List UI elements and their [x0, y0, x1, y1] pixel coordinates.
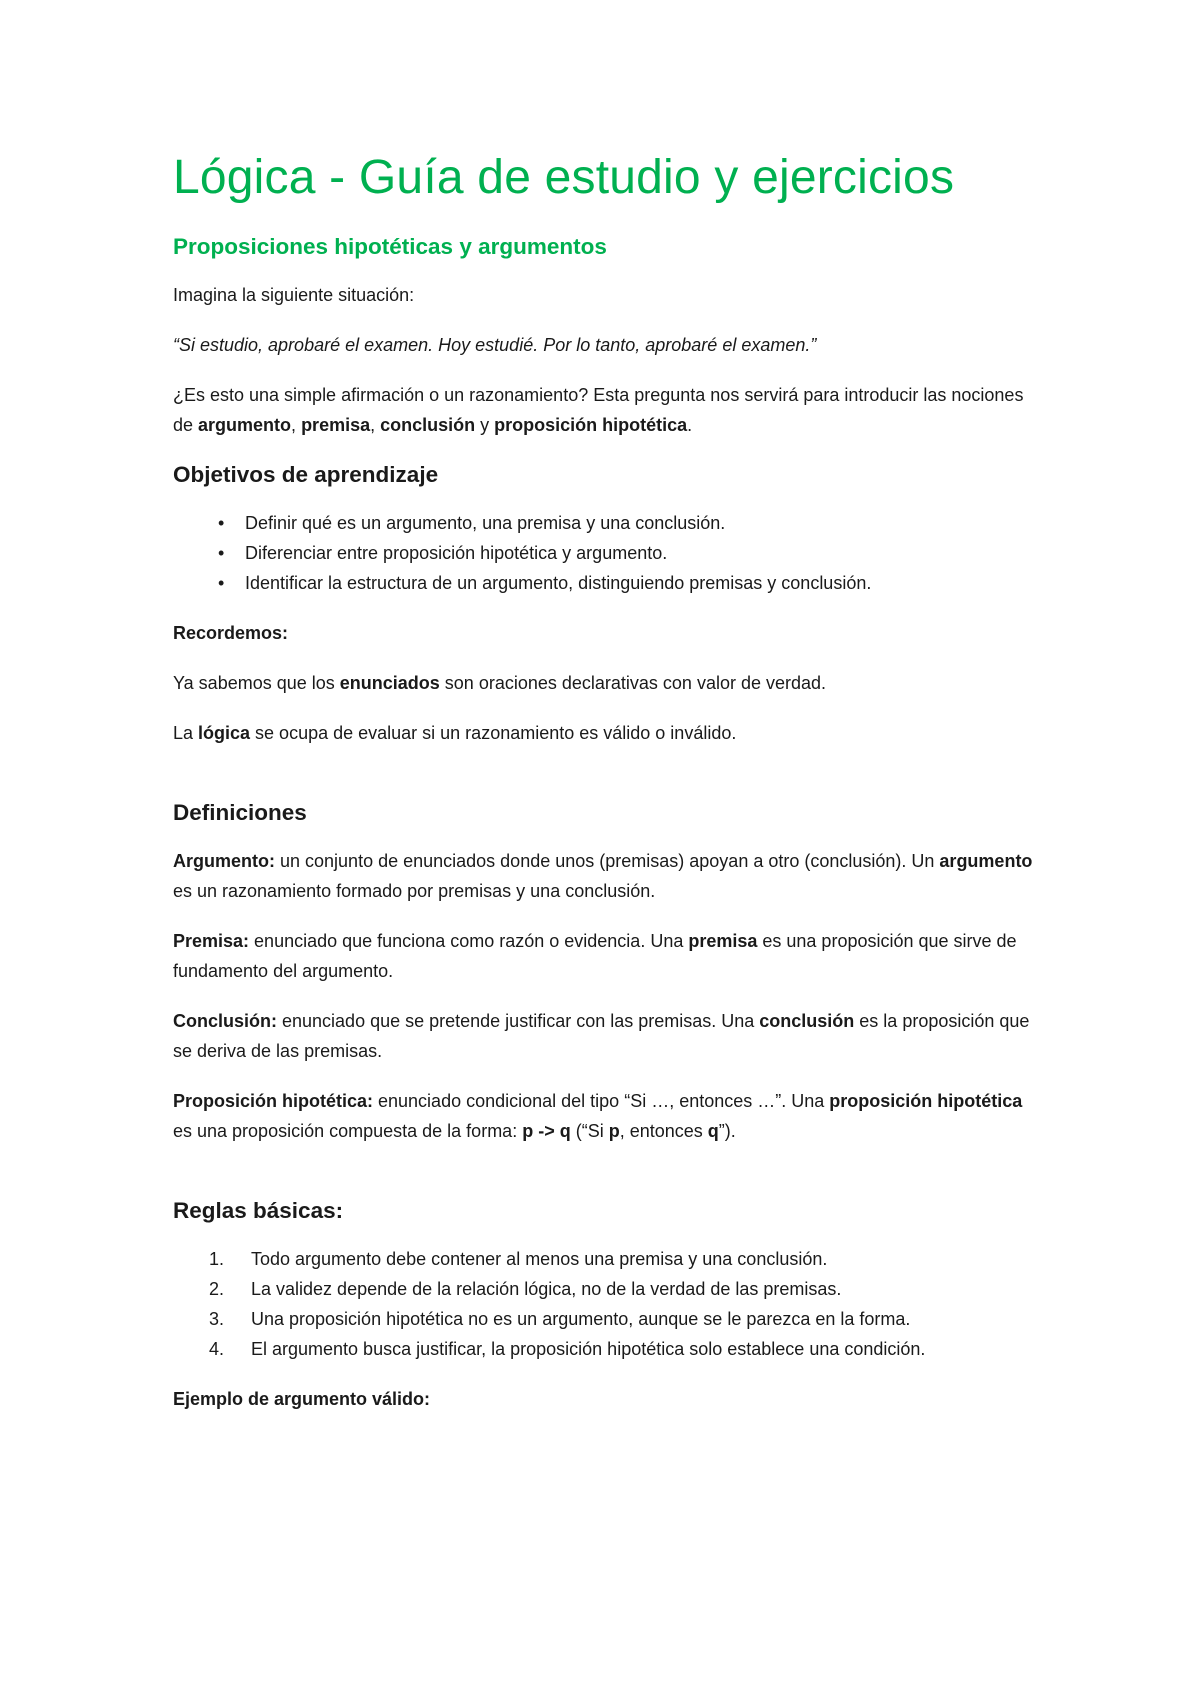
- list-item: [173, 1244, 1040, 1274]
- definition-term: conclusión: [759, 1011, 855, 1031]
- definition-text: es una proposición compuesta de la forma:: [173, 1121, 523, 1141]
- definition-text: ”).: [718, 1121, 736, 1141]
- spacer: [173, 1166, 1040, 1196]
- list-item-text: Identificar la estructura de un argumento, distinguiendo premisas y conclusión.: [245, 573, 872, 593]
- bullet-icon: •: [218, 513, 225, 533]
- list-item-text: Diferenciar entre proposición hipotética y argumento.: [245, 543, 668, 563]
- list-item-text: Todo argumento debe contener al menos una premisa y una conclusión.: [251, 1249, 828, 1269]
- recall-text: La: [173, 723, 199, 743]
- recall-text: Ya sabemos que los: [173, 673, 340, 693]
- objectives-list: [173, 508, 1040, 598]
- definition-conclusion: [173, 1006, 1040, 1066]
- definition-proposicion-hipotetica: [173, 1086, 1040, 1146]
- recall-text: se ocupa de evaluar si un razonamiento es válido o inválido.: [250, 723, 737, 743]
- term-conclusion: conclusión: [380, 415, 476, 435]
- separator: y: [475, 415, 495, 435]
- list-item-text: Definir qué es un argumento, una premisa y una conclusión.: [245, 513, 726, 533]
- definition-label: Conclusión:: [173, 1011, 277, 1031]
- definition-argumento: [173, 846, 1040, 906]
- variable-q: q: [707, 1121, 719, 1141]
- document-subtitle: Proposiciones hipotéticas y argumentos: [173, 234, 607, 259]
- variable-p: p: [608, 1121, 620, 1141]
- list-number: 3.: [209, 1309, 225, 1329]
- recall-paragraph-2: [173, 718, 1040, 748]
- recall-label: Recordemos:: [173, 623, 289, 643]
- bullet-icon: •: [218, 573, 225, 593]
- list-item: [173, 1334, 1040, 1364]
- term-premisa: premisa: [301, 415, 371, 435]
- term-enunciados: enunciados: [339, 673, 440, 693]
- rules-list: [173, 1244, 1040, 1364]
- list-item: [173, 568, 1040, 598]
- list-item: [173, 1274, 1040, 1304]
- example-label: Ejemplo de argumento válido:: [173, 1389, 431, 1409]
- spacer: [173, 768, 1040, 798]
- intro-question-text: ¿Es esto una simple afirmación o un razonamiento? Esta pregunta nos servirá para introducir las nociones de: [173, 385, 1024, 435]
- definition-term: premisa: [688, 931, 758, 951]
- list-number: 2.: [209, 1279, 225, 1299]
- definition-text: un conjunto de enunciados donde unos (premisas) apoyan a otro (conclusión). Un: [275, 851, 940, 871]
- objectives-heading: Objetivos de aprendizaje: [173, 462, 439, 487]
- definitions-heading: Definiciones: [173, 800, 307, 825]
- recall-paragraph-1: [173, 668, 1040, 698]
- separator: ,: [291, 415, 302, 435]
- definition-label: Proposición hipotética:: [173, 1091, 374, 1111]
- definition-text: es la proposición que se deriva de las premisas.: [173, 1011, 1030, 1061]
- definition-premisa: [173, 926, 1040, 986]
- bullet-icon: •: [218, 543, 225, 563]
- definition-term: argumento: [939, 851, 1033, 871]
- list-number: 4.: [209, 1339, 225, 1359]
- intro-quote: “Si estudio, aprobaré el examen. Hoy estudié. Por lo tanto, aprobaré el examen.”: [173, 335, 817, 355]
- document-title: Lógica - Guía de estudio y ejercicios: [173, 151, 955, 204]
- definition-text: (“Si: [570, 1121, 609, 1141]
- definition-text: es un razonamiento formado por premisas y una conclusión.: [173, 881, 656, 901]
- period: .: [687, 415, 693, 435]
- recall-text: son oraciones declarativas con valor de verdad.: [439, 673, 827, 693]
- term-argumento: argumento: [198, 415, 292, 435]
- definition-label: Premisa:: [173, 931, 250, 951]
- list-number: 1.: [209, 1249, 225, 1269]
- definition-text: , entonces: [619, 1121, 708, 1141]
- definition-label: Argumento:: [173, 851, 275, 871]
- intro-question: [173, 380, 1040, 440]
- term-proposicion-hipotetica: proposición hipotética: [494, 415, 688, 435]
- list-item-text: El argumento busca justificar, la proposición hipotética solo establece una condición.: [251, 1339, 926, 1359]
- definition-text: es una proposición que sirve de fundamento del argumento.: [173, 931, 1017, 981]
- intro-lead: Imagina la siguiente situación:: [173, 285, 415, 305]
- list-item-text: La validez depende de la relación lógica, no de la verdad de las premisas.: [251, 1279, 842, 1299]
- list-item: [173, 1304, 1040, 1334]
- rules-heading: Reglas básicas:: [173, 1198, 344, 1223]
- term-logica: lógica: [198, 723, 251, 743]
- definition-text: enunciado condicional del tipo “Si …, entonces …”. Una: [373, 1091, 830, 1111]
- list-item-text: Una proposición hipotética no es un argumento, aunque se le parezca en la forma.: [251, 1309, 911, 1329]
- separator: ,: [370, 415, 381, 435]
- list-item: [173, 508, 1040, 538]
- definition-text: enunciado que funciona como razón o evidencia. Una: [249, 931, 689, 951]
- list-item: [173, 538, 1040, 568]
- definition-term: proposición hipotética: [829, 1091, 1023, 1111]
- formula: p -> q: [522, 1121, 571, 1141]
- definition-text: enunciado que se pretende justificar con las premisas. Una: [277, 1011, 760, 1031]
